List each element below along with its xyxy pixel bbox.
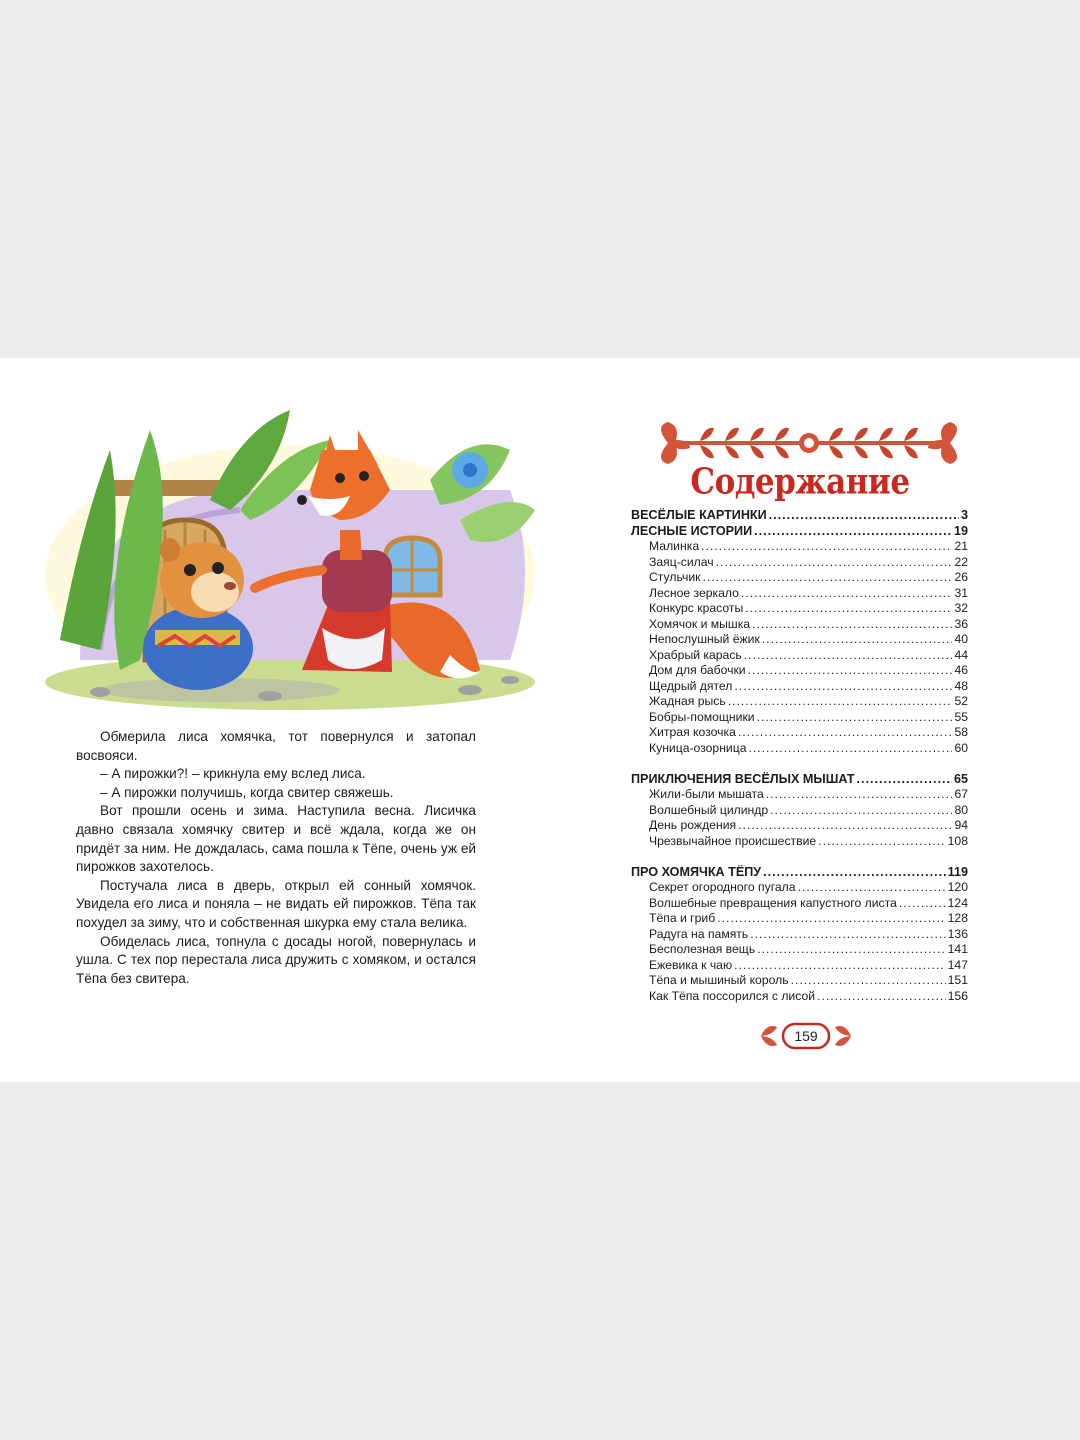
toc-page-number: 40 — [954, 632, 968, 646]
story-paragraph: Постучала лиса в дверь, открыл ей сонный хомячок. Увидела его лиса и поняла – не видать ей пирожков. Тёпа так похудел за зиму, что и собственная шкурка ему стала велика. — [76, 877, 476, 930]
toc-item-row[interactable] — [631, 539, 968, 555]
toc-page-number: 31 — [954, 585, 968, 600]
toc-page-number: 36 — [954, 616, 968, 631]
dot-leader — [769, 508, 959, 524]
toc-page-number: 120 — [947, 880, 968, 894]
toc-page-number: 58 — [954, 725, 968, 739]
dot-leader — [763, 865, 946, 881]
toc-item-title: Тёпа и мышиный король — [649, 973, 789, 987]
fox-and-hamster-illustration — [40, 410, 540, 710]
dot-leader — [728, 694, 953, 710]
dot-leader — [741, 586, 952, 602]
story-paragraph: – А пирожки получишь, когда свитер свяжешь. — [100, 784, 394, 800]
toc-page-number: 26 — [954, 570, 968, 584]
toc-item-title: Ежевика к чаю — [649, 957, 733, 972]
toc-item-row[interactable] — [631, 958, 968, 974]
toc-page-number: 136 — [947, 926, 968, 941]
toc-item-title: Куница-озорница — [649, 740, 747, 755]
toc-item-row[interactable] — [631, 648, 968, 664]
dot-leader — [748, 663, 953, 679]
toc-page-number: 55 — [954, 709, 968, 724]
toc-page-number: 128 — [947, 911, 968, 925]
toc-item-title: Жадная рысь — [649, 694, 726, 708]
dot-leader — [857, 772, 952, 788]
dot-leader — [717, 911, 945, 927]
dot-leader — [734, 679, 952, 695]
toc-page-number: 48 — [954, 678, 968, 693]
toc-item-row[interactable] — [631, 663, 968, 679]
toc-section-row[interactable] — [631, 865, 968, 881]
toc-item-row[interactable] — [631, 973, 968, 989]
toc-item-title: Бобры-помощники — [649, 709, 755, 724]
toc-item-title: Секрет огородного пугала — [649, 880, 796, 894]
page-number-badge — [757, 1021, 855, 1051]
toc-item-title: Храбрый карась — [649, 647, 742, 662]
toc-page-number: 94 — [954, 818, 968, 832]
toc-item-title: Хомячок и мышка — [649, 616, 751, 631]
story-text — [76, 728, 476, 988]
dot-leader — [701, 539, 952, 555]
dot-leader — [738, 725, 953, 741]
toc-item-row[interactable] — [631, 911, 968, 927]
toc-page-number: 32 — [954, 601, 968, 615]
toc-item-title: Волшебные превращения капустного листа — [649, 895, 897, 910]
toc-item-row[interactable] — [631, 989, 968, 1005]
toc-section-title: ПРО ХОМЯЧКА ТЁПУ — [631, 864, 762, 879]
dot-leader — [702, 570, 952, 586]
dot-leader — [750, 927, 945, 943]
toc-page-number: 44 — [954, 647, 968, 662]
dot-leader — [899, 896, 946, 912]
toc-page-number: 60 — [954, 740, 968, 755]
toc-item-row[interactable] — [631, 694, 968, 710]
toc-item-title: Тёпа и гриб — [649, 911, 716, 925]
toc-item-row[interactable] — [631, 632, 968, 648]
dot-leader — [817, 989, 946, 1005]
page-number: 159 — [794, 1028, 818, 1044]
toc-item-row[interactable] — [631, 942, 968, 958]
toc-item-title: Радуга на память — [649, 926, 749, 941]
toc-page-number: 156 — [947, 988, 968, 1003]
dot-leader — [818, 834, 945, 850]
dot-leader — [734, 958, 946, 974]
toc-page-number: 52 — [954, 694, 968, 708]
dot-leader — [745, 601, 952, 617]
toc-section-title: ЛЕСНЫЕ ИСТОРИИ — [631, 523, 753, 538]
toc-item-row[interactable] — [631, 834, 968, 850]
toc-section-title: ПРИКЛЮЧЕНИЯ ВЕСЁЛЫХ МЫШАТ — [631, 771, 855, 786]
toc-item-row[interactable] — [631, 803, 968, 819]
toc-page-number: 3 — [960, 508, 968, 522]
toc-page-number: 19 — [953, 523, 968, 538]
toc-item-row[interactable] — [631, 601, 968, 617]
toc-item-title: Чрезвычайное происшествие — [649, 833, 817, 848]
toc-section-title: ВЕСЁЛЫЕ КАРТИНКИ — [631, 508, 767, 522]
toc-page-number: 119 — [947, 864, 968, 879]
dot-leader — [757, 710, 953, 726]
story-paragraph: Обмерила лиса хомячка, тот повернулся и затопал восвояси. — [76, 729, 476, 763]
toc-item-title: Стульчик — [649, 570, 701, 584]
toc-page-number: 65 — [953, 771, 968, 786]
toc-title: Содержание — [690, 461, 910, 503]
toc-section-row[interactable] — [631, 508, 968, 524]
toc-item-title: Бесполезная вещь — [649, 942, 756, 956]
toc-section-row[interactable] — [631, 772, 968, 788]
toc-section-row[interactable] — [631, 524, 968, 540]
toc-item-title: Щедрый дятел — [649, 678, 733, 693]
dot-leader — [757, 942, 945, 958]
book-spread — [0, 358, 1080, 1082]
dot-leader — [791, 973, 946, 989]
toc-page-number: 80 — [954, 802, 968, 817]
toc-item-row[interactable] — [631, 896, 968, 912]
story-paragraph: – А пирожки?! – крикнула ему вслед лиса. — [100, 766, 366, 782]
toc-item-row[interactable] — [631, 617, 968, 633]
toc-item-row[interactable] — [631, 710, 968, 726]
toc-item-row[interactable] — [631, 880, 968, 896]
dot-leader — [744, 648, 953, 664]
story-paragraph: Вот прошли осень и зима. Наступила весна. Лисичка давно связала хомячку свитер и всё ждала, когда же он придёт за ним. Не дождалась, сама пошла к Тёпе, очень уж ей пирожков захотелось. — [76, 803, 476, 875]
toc-item-title: Заяц-силач — [649, 554, 714, 569]
toc-item-row[interactable] — [631, 586, 968, 602]
toc-page-number: 108 — [947, 833, 968, 848]
toc-item-title: Хитрая козочка — [649, 725, 736, 739]
toc-item-row[interactable] — [631, 927, 968, 943]
table-of-contents — [631, 508, 968, 1004]
toc-item-title: День рождения — [649, 818, 737, 832]
dot-leader — [754, 524, 952, 540]
toc-item-row[interactable] — [631, 787, 968, 803]
dot-leader — [762, 632, 953, 648]
toc-item-row[interactable] — [631, 818, 968, 834]
toc-page-number: 21 — [954, 539, 968, 553]
dot-leader — [749, 741, 953, 757]
dot-leader — [766, 787, 953, 803]
toc-item-row[interactable] — [631, 570, 968, 586]
dot-leader — [752, 617, 952, 633]
toc-item-title: Лесное зеркало — [649, 585, 739, 600]
toc-item-row[interactable] — [631, 679, 968, 695]
section-spacer — [631, 756, 968, 772]
toc-page-number: 22 — [954, 554, 968, 569]
toc-item-title: Как Тёпа поссорился с лисой — [649, 988, 816, 1003]
toc-item-title: Конкурс красоты — [649, 601, 744, 615]
toc-page-number: 147 — [947, 957, 968, 972]
toc-item-title: Жили-были мышата — [649, 787, 764, 801]
section-spacer — [631, 849, 968, 865]
toc-item-row[interactable] — [631, 725, 968, 741]
toc-item-title: Дом для бабочки — [649, 663, 746, 677]
dot-leader — [798, 880, 946, 896]
toc-page-number: 151 — [947, 973, 968, 987]
toc-item-row[interactable] — [631, 555, 968, 571]
toc-page-number: 141 — [947, 942, 968, 956]
dot-leader — [738, 818, 952, 834]
toc-item-title: Волшебный цилиндр — [649, 802, 769, 817]
toc-item-title: Малинка — [649, 539, 700, 553]
dot-leader — [716, 555, 953, 571]
toc-item-row[interactable] — [631, 741, 968, 757]
toc-page-number: 124 — [947, 895, 968, 910]
toc-page-number: 46 — [954, 663, 968, 677]
toc-page-number: 67 — [954, 787, 968, 801]
dot-leader — [770, 803, 952, 819]
story-paragraph: Обиделась лиса, топнула с досады ногой, повернулась и ушла. С тех пор перестала лиса дружить с хомяком, и остался Тёпа без свитера. — [76, 933, 476, 986]
toc-item-title: Непослушный ёжик — [649, 632, 760, 646]
